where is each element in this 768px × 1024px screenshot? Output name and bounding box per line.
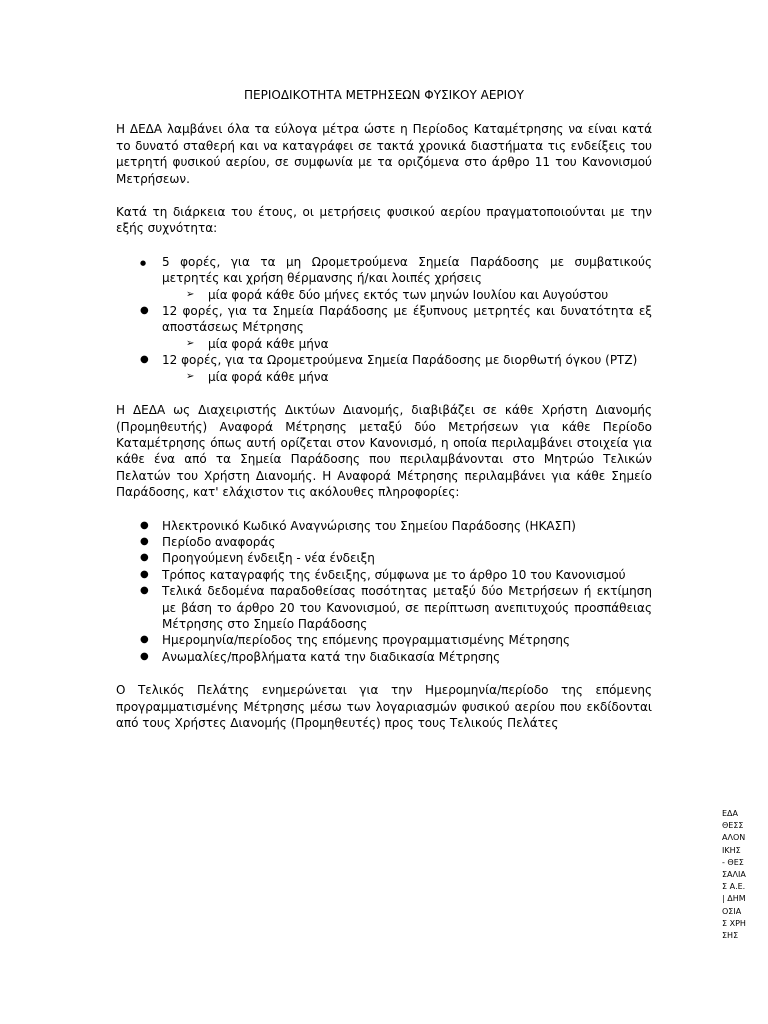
frequency-list — [116, 254, 652, 385]
bullet-icon: ● — [140, 585, 149, 597]
info-list — [116, 518, 652, 666]
classification-side-note: ΕΔΑ ΘΕΣΣΑΛΟΝΙΚΗΣ - ΘΕΣΣΑΛΙΑΣ Α.Ε. | ΔΗΜΟΣΙΑΣ ΧΡΗΣΗΣ — [722, 809, 746, 941]
intro-paragraph: Η ΔΕΔΑ λαμβάνει όλα τα εύλογα μέτρα ώστε η Περίοδος Καταμέτρησης να είναι κατά το δυνατό σταθερή και να καταγράφει σε τακτά χρονικά διαστήματα τις ενδείξεις του μετρητή φυσικού αερίου, σε συμφωνία με τα οριζόμενα στο άρθρο 11 του Κανονισμού Μετρήσεων. — [116, 122, 652, 186]
bullet-icon: ● — [140, 650, 149, 662]
arrow-bullet-icon: ➢ — [186, 337, 195, 349]
arrow-bullet-icon: ➢ — [186, 288, 195, 300]
list-item — [116, 632, 652, 648]
list-item-text: Ηλεκτρονικό Κωδικό Αναγνώρισης του Σημείου Παράδοσης (ΗΚΑΣΠ) — [162, 518, 576, 533]
bullet-icon: ● — [140, 258, 147, 267]
closing-paragraph: Ο Τελικός Πελάτης ενημερώνεται για την Ημερομηνία/περίοδο της επόμενης προγραμματισμένης Μέτρησης μέσω των λογαριασμών φυσικού αερίου που εκδίδονται από τους Χρήστες Διανομής (Προμηθευτές) προς τους Τελικούς Πελάτες — [116, 683, 652, 730]
list-item-text: Ημερομηνία/περίοδος της επόμενης προγραμματισμένης Μέτρησης — [162, 633, 571, 648]
frequency-intro-paragraph: Κατά τη διάρκεια του έτους, οι μετρήσεις φυσικού αερίου πραγματοποιούνται με την εξής συχνότητα: — [116, 205, 652, 236]
list-item — [116, 550, 652, 566]
list-item — [116, 567, 652, 583]
bullet-icon: ● — [140, 354, 149, 366]
bullet-icon: ● — [140, 535, 149, 547]
list-item — [116, 352, 652, 368]
list-item-text: Τρόπος καταγραφής της ένδειξης, σύμφωνα με το άρθρο 10 του Κανονισμού — [162, 567, 626, 582]
list-item — [116, 254, 652, 287]
bullet-icon: ● — [140, 519, 149, 531]
sub-list-item-text: μία φορά κάθε μήνα — [208, 336, 329, 351]
report-paragraph: Η ΔΕΔΑ ως Διαχειριστής Δικτύων Διανομής, διαβιβάζει σε κάθε Χρήστη Διανομής (Προμηθευτής) Αναφορά Μέτρησης μεταξύ δύο Μετρήσεων για κάθε Περίοδο Καταμέτρησης όπως αυτή ορίζεται στον Κανονισμό, η οποία περιλαμβάνει στοιχεία για κάθε ένα από τα Σημεία Παράδοσης που περιλαμβάνονται στο Μητρώο Τελικών Πελατών του Χρήστη Διανομής. Η Αναφορά Μέτρησης περιλαμβάνει για κάθε Σημείο Παράδοσης, κατ' ελάχιστον τις ακόλουθες πληροφορίες: — [116, 403, 652, 500]
bullet-icon: ● — [140, 568, 149, 580]
document-body — [116, 87, 652, 748]
sub-list-item-text: μία φορά κάθε μήνα — [208, 369, 329, 384]
bullet-icon: ● — [140, 634, 149, 646]
list-item-text: Προηγούμενη ένδειξη - νέα ένδειξη — [162, 551, 375, 566]
list-item-text: Περίοδο αναφοράς — [162, 534, 276, 549]
sub-list-item — [116, 287, 652, 303]
list-item — [116, 303, 652, 336]
bullet-icon: ● — [140, 552, 149, 564]
list-item — [116, 534, 652, 550]
list-item-text: Τελικά δεδομένα παραδοθείσας ποσότητας μεταξύ δύο Μετρήσεων ή εκτίμηση με βάση το άρθρο 20 του Κανονισμού, σε περίπτωση ανεπιτυχούς προσπάθειας Μέτρησης στο Σημείο Παράδοσης — [162, 584, 652, 631]
bullet-icon: ● — [140, 305, 149, 317]
list-item-text: 12 φορές, για τα Ωρομετρούμενα Σημεία Παράδοσης με διορθωτή όγκου (PTZ) — [162, 353, 638, 368]
list-item-text: Ανωμαλίες/προβλήματα κατά την διαδικασία Μέτρησης — [162, 649, 501, 664]
sub-list-item — [116, 369, 652, 385]
list-item-text: 5 φορές, για τα μη Ωρομετρούμενα Σημεία Παράδοσης με συμβατικούς μετρητές και χρήση θέρμανσης ή/και λοιπές χρήσεις — [162, 254, 652, 286]
sub-list-item-text: μία φορά κάθε δύο μήνες εκτός των μηνών Ιουλίου και Αυγούστου — [208, 287, 609, 302]
document-title: ΠΕΡΙΟΔΙΚΟΤΗΤΑ ΜΕΤΡΗΣΕΩΝ ΦΥΣΙΚΟΥ ΑΕΡΙΟΥ — [244, 88, 524, 102]
list-item — [116, 518, 652, 534]
list-item — [116, 583, 652, 632]
list-item-text: 12 φορές, για τα Σημεία Παράδοσης με έξυπνους μετρητές και δυνατότητα εξ αποστάσεως Μέτρησης — [162, 304, 652, 335]
arrow-bullet-icon: ➢ — [186, 370, 195, 382]
list-item — [116, 649, 652, 665]
sub-list-item — [116, 336, 652, 352]
